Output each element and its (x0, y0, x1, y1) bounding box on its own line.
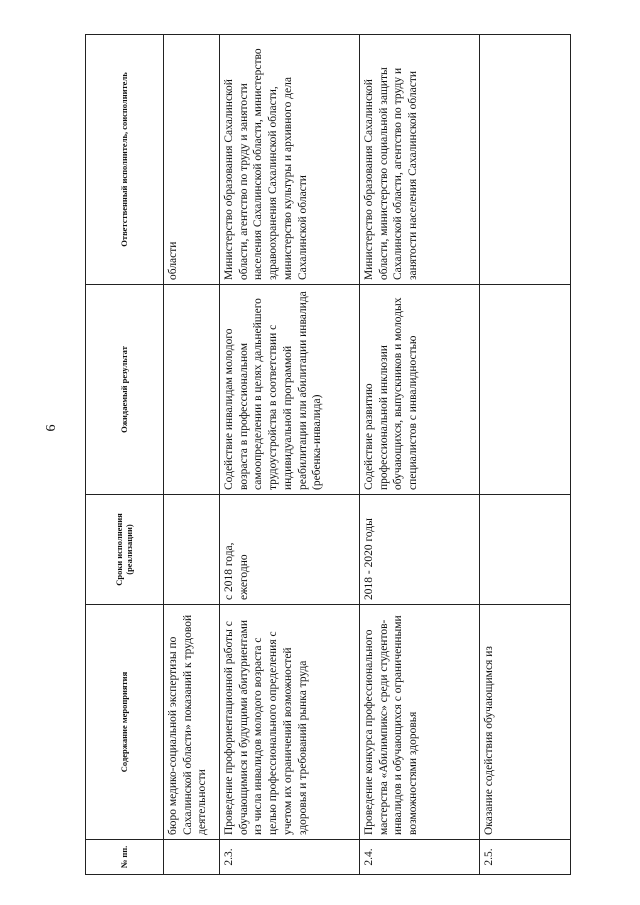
table-header-row (86, 35, 164, 875)
plan-table (85, 34, 571, 875)
table-row (360, 35, 480, 875)
row-result: Содействие инвалидам молодого возраста в профессиональном самоопределении в целях дальнейшего трудоустройства в соответствии с индивидуальной программой реабилитации или абилитации инвалида (ребенка-инвалида) (220, 285, 360, 495)
row-terms: с 2018 года, ежегодно (220, 495, 360, 605)
row-responsible: Министерство образования Сахалинской области, агентство по труду и занятости населения Сахалинской области, министерство здравоохранения Сахалинской области, министерство культуры и архивного дела Сахалинской области (220, 35, 360, 285)
row-terms: 2018 - 2020 годы (360, 495, 480, 605)
header-num: № пп. (86, 840, 164, 875)
row-responsible: Министерство образования Сахалинской области, министерство социальной защиты Сахалинской области, агентство по труду и занятости населения Сахалинской области (360, 35, 480, 285)
rotated-page-content (85, 35, 570, 875)
row-result: Содействие развитию профессиональной инклюзии обучающихся, выпускников и молодых специалистов с инвалидностью (360, 285, 480, 495)
row-terms (480, 495, 571, 605)
row-number (164, 840, 220, 875)
row-result (480, 285, 571, 495)
row-content: бюро медико-социальной экспертизы по Сахалинской области» показаний к трудовой деятельности (164, 605, 220, 840)
header-result: Ожидаемый результат (86, 285, 164, 495)
table-row (480, 35, 571, 875)
row-content: Оказание содействия обучающимся из (480, 605, 571, 840)
header-terms: Сроки исполнения (реализации) (86, 495, 164, 605)
header-content: Содержание мероприятия (86, 605, 164, 840)
row-content: Проведение конкурса профессионального мастерства «Абилимпикс» среди студентов-инвалидов и обучающихся с ограниченными возможностями здоровья (360, 605, 480, 840)
row-responsible: области (164, 35, 220, 285)
page-number: 6 (44, 424, 59, 432)
row-number: 2.3. (220, 840, 360, 875)
table-row (220, 35, 360, 875)
row-result (164, 285, 220, 495)
row-responsible (480, 35, 571, 285)
row-terms (164, 495, 220, 605)
row-number: 2.5. (480, 840, 571, 875)
row-number: 2.4. (360, 840, 480, 875)
header-responsible: Ответственный исполнитель, соисполнитель (86, 35, 164, 285)
row-content: Проведение профориентационной работы с обучающимися и будущими абитуриентами из числа инвалидов молодого возраста с целью профессионального определения с учетом их ограничений возможностей здоровья и требований рынка труда (220, 605, 360, 840)
table-row (164, 35, 220, 875)
